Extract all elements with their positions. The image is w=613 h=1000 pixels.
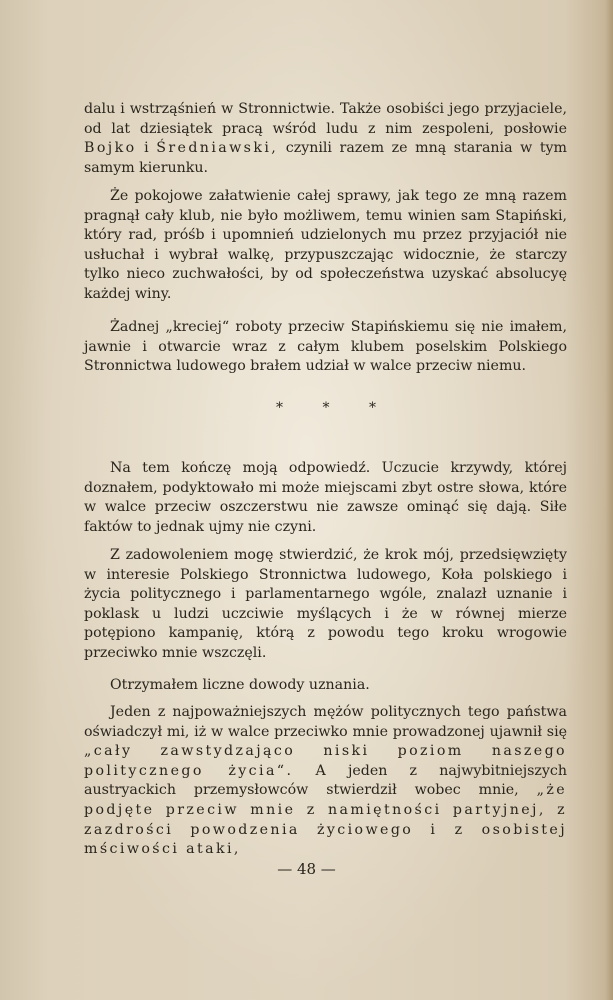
- section-separator: [276, 400, 376, 416]
- paragraph-text: Z zadowoleniem mogę stwierdzić, że krok mój, przedsięwzięty w interesie Polskiego Stronnictwa ludowego, Koła polskiego i życia politycznego i parlamentarnego wgóle, znalazł uznanie i poklask u ludzi uczciwie myślących i że w równej mierze potępiono kampanię, którą z powodu tego kroku wrogowie przeciwko mnie wszczęli.: [84, 547, 567, 661]
- paragraph-text: Otrzymałem liczne dowody uznania.: [110, 677, 370, 693]
- page-edge-shadow: [605, 0, 613, 1000]
- spaced-name-bojko: Bojko: [84, 140, 137, 157]
- page-number: — 48 —: [277, 860, 336, 878]
- paragraph-text: Jeden z najpoważniejszych mężów politycznych tego państwa oświadczył mi, iż w walce przeciwko mnie prowadzonej ujawnił się: [84, 704, 567, 740]
- spaced-quote: „cały zawstydzająco niski poziom naszego politycznego życia“.: [84, 743, 567, 779]
- spaced-name-sredniawski: Średniawski,: [156, 140, 279, 157]
- paragraph-text: i: [144, 140, 149, 157]
- paragraph-5: [84, 546, 567, 664]
- spaced-quote: „że podjęte przeciw mnie z namiętności partyjnej, z zazdrości powodzenia życiowego i z osobistej mściwości ataki,: [84, 782, 567, 858]
- paragraph-6: [84, 676, 567, 696]
- paragraph-text: Żadnej „kreciej“ roboty przeciw Stapińskiemu się nie imałem, jawnie i otwarcie wraz z całym klubem poselskim Polskiego Stronnictwa ludowego brałem udział w walce przeciw niemu.: [84, 319, 567, 375]
- separator-star: *: [276, 400, 283, 416]
- paragraph-7: [84, 703, 567, 860]
- separator-star: *: [322, 400, 330, 416]
- paragraph-2: [84, 187, 567, 305]
- paragraph-text: A jeden z najwybitniejszych austryackich przemysłowców stwierdził wobec mnie,: [84, 762, 567, 799]
- paragraph-4: [84, 459, 567, 537]
- separator-star: *: [369, 400, 376, 416]
- paragraph-3: [84, 318, 567, 377]
- paragraph-text: Na tem kończę moją odpowiedź. Uczucie krzywdy, której doznałem, podyktowało mi może miejscami zbyt ostre słowa, które w walce przeciw oszczerstwu nie zawsze ominąć się dają. Siłe faktów to jednak ujmy nie czyni.: [84, 460, 567, 535]
- paragraph-text: Że pokojowe załatwienie całej sprawy, jak tego ze mną razem pragnął cały klub, nie było możliwem, temu winien sam Stapiński, który rad, próśb i upomnień udzielonych mu przez przyjaciół nie usłuchał i wybrał walkę, przypuszczając widocznie, że starczy tylko nieco zuchwałości, by od społeczeństwa uzyskać absolucyę każdej winy.: [84, 188, 567, 302]
- paragraph-continuation: [84, 100, 567, 178]
- paragraph-text: dalu i wstrząśnień w Stronnictwie. Także osobiści jego przyjaciele, od lat dziesiątek pracą wśród ludu z nim zespoleni, posłowie: [84, 101, 567, 137]
- paragraph-text: czynili razem ze mną starania w tym samym kierunku.: [84, 140, 568, 176]
